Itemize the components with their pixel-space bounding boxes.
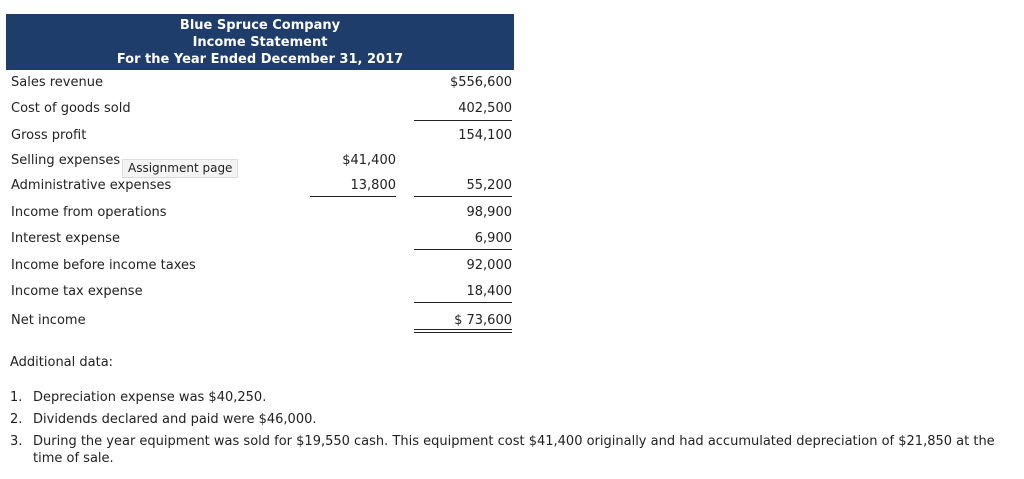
row-total: 92,000 — [466, 258, 512, 273]
row-label: Interest expense — [11, 231, 120, 246]
row-label: Net income — [11, 313, 86, 328]
row-label: Administrative expenses — [11, 178, 172, 193]
row-total: 18,400 — [466, 284, 512, 299]
row-total: $556,600 — [449, 75, 512, 90]
underline-tax — [414, 302, 512, 303]
row-label: Sales revenue — [11, 75, 103, 90]
row-label: Income from operations — [11, 205, 167, 220]
row-total: 55,200 — [466, 178, 512, 193]
row-total: 154,100 — [458, 128, 512, 143]
list-item — [10, 389, 1015, 406]
item-number: 3. — [10, 434, 23, 449]
additional-data-list — [10, 389, 1015, 472]
underline-admin-amount — [310, 196, 396, 197]
row-amount: $41,400 — [342, 153, 396, 168]
additional-data-title: Additional data: — [10, 355, 114, 370]
statement-header — [6, 14, 514, 70]
item-number: 1. — [10, 390, 23, 405]
row-selling-expenses — [6, 149, 514, 175]
row-label: Cost of goods sold — [11, 101, 131, 116]
double-underline-net-income — [414, 329, 512, 333]
row-gross-profit — [6, 124, 514, 150]
list-item — [10, 433, 1015, 467]
row-amount: 13,800 — [350, 178, 396, 193]
statement-period: For the Year Ended December 31, 2017 — [116, 52, 404, 67]
underline-admin-total — [414, 196, 512, 197]
row-total: $ 73,600 — [454, 313, 512, 328]
row-total: 402,500 — [458, 101, 512, 116]
row-total: 98,900 — [466, 205, 512, 220]
item-text: Depreciation expense was $40,250. — [33, 390, 267, 405]
row-income-before-taxes — [6, 254, 514, 280]
item-number: 2. — [10, 412, 23, 427]
underline-interest — [414, 249, 512, 250]
row-label: Selling expenses — [11, 153, 121, 168]
underline-cogs — [414, 120, 512, 121]
row-sales-revenue — [6, 71, 514, 97]
assignment-page-tooltip: Assignment page — [122, 159, 238, 178]
row-total: 6,900 — [474, 231, 512, 246]
list-item — [10, 411, 1015, 428]
row-label: Income tax expense — [11, 284, 143, 299]
company-name: Blue Spruce Company — [179, 18, 341, 33]
item-text: During the year equipment was sold for $19,550 cash. This equipment cost $41,400 originally and had accumulated depreciation of $21,850 at the time of sale. — [33, 434, 995, 466]
item-text: Dividends declared and paid were $46,000. — [33, 412, 317, 427]
statement-title: Income Statement — [192, 35, 328, 50]
row-label: Income before income taxes — [11, 258, 196, 273]
row-label: Gross profit — [11, 128, 87, 143]
row-income-from-operations — [6, 201, 514, 227]
